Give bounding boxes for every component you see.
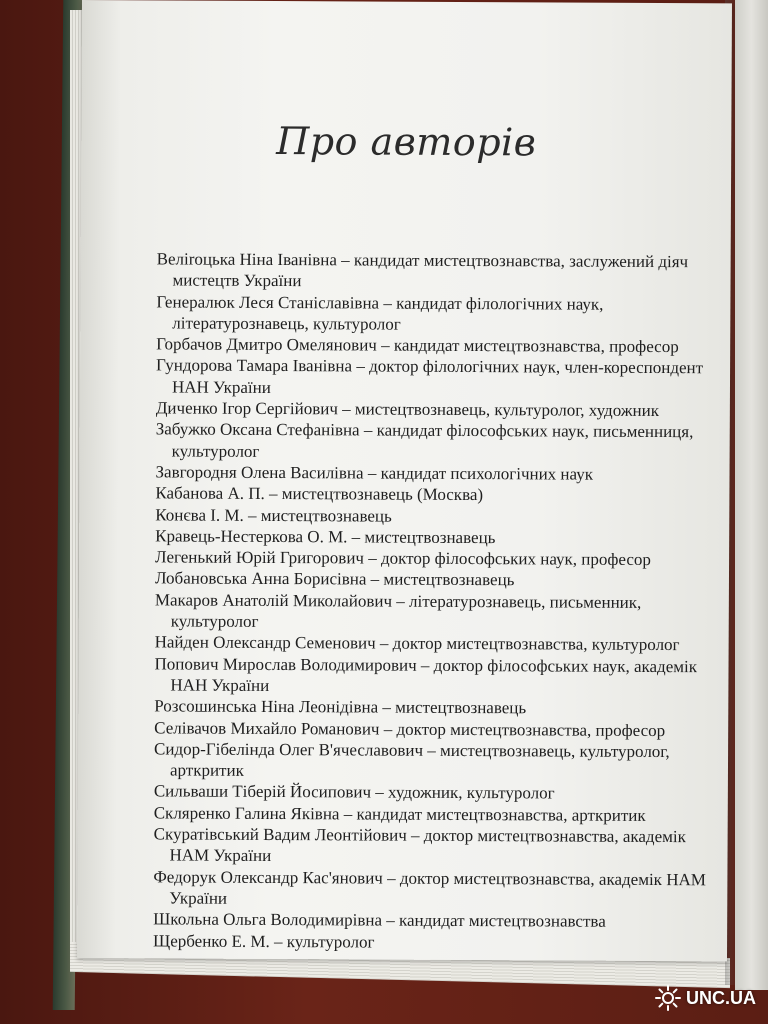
author-entry: Завгородня Олена Василівна – кандидат психологічних наук bbox=[155, 462, 594, 484]
author-entry: Конєва І. М. – мистецтвознавець bbox=[155, 504, 392, 526]
author-entry: Кабанова А. П. – мистецтвознавець (Москва) bbox=[155, 483, 484, 505]
author-entry: Школьна Ольга Володимирівна – кандидат мистецтвознавства bbox=[153, 909, 606, 931]
author-entry: Найден Олександр Семенович – доктор мистецтвознавства, культуролог bbox=[154, 632, 680, 655]
sun-logo-icon bbox=[654, 984, 682, 1012]
author-entry: Генералюк Леся Станіславівна – кандидат філологічних наук, літературознавець, культуролог bbox=[156, 291, 604, 334]
book-cover-right bbox=[735, 0, 768, 990]
author-entry: Скляренко Галина Яківна – кандидат мистецтвознавства, арткритик bbox=[153, 803, 646, 825]
author-entry: Розсошинська Ніна Леонідівна – мистецтвознавець bbox=[154, 696, 527, 718]
author-entry: Легенький Юрій Григорович – доктор філософських наук, професор bbox=[155, 547, 651, 570]
authors-list bbox=[153, 248, 717, 954]
author-entry: Попович Мирослав Володимирович – доктор філософських наук, академік НАН України bbox=[154, 654, 698, 695]
author-entry: Скуратівський Вадим Леонтійович – доктор мистецтвознавства, академік НАМ України bbox=[153, 824, 686, 866]
author-entry: Горбачов Дмитро Омелянович – кандидат мистецтвознавства, професор bbox=[156, 334, 679, 357]
author-entry: Диченко Ігор Сергійович – мистецтвознавець, культуролог, художник bbox=[155, 398, 660, 421]
page-title: Про авторів bbox=[276, 119, 537, 165]
author-entry: Щербенко Е. М. – культуролог bbox=[153, 930, 375, 952]
author-entry: Забужко Оксана Стефанівна – кандидат філософських наук, письменниця, культуролог bbox=[155, 419, 694, 461]
book-page bbox=[77, 0, 732, 961]
author-entry: Кравець-Нестеркова О. М. – мистецтвознавець bbox=[155, 526, 496, 548]
watermark bbox=[654, 984, 756, 1012]
author-entry: Гундорова Тамара Іванівна – доктор філологічних наук, член-кореспондент НАН України bbox=[156, 355, 704, 397]
author-entry: Веліrоцька Ніна Іванівна – кандидат мистецтвознавства, заслужений діяч мистецтв України bbox=[156, 249, 689, 291]
author-entry: Федорук Олександр Кас'янович – доктор мистецтвознавства, академік НАМ України bbox=[153, 866, 706, 908]
watermark-text: UNC.UA bbox=[686, 987, 756, 1008]
author-entry: Лобановська Анна Борисівна – мистецтвознавець bbox=[154, 568, 515, 590]
author-entry: Сильваши Тіберій Йосипович – художник, культуролог bbox=[153, 781, 555, 803]
author-entry: Сидор-Гібелінда Олег В'ячеславович – мистецтвознавець, культуролог, арткритик bbox=[154, 739, 670, 780]
author-entry: Макаров Анатолій Миколайович – літературознавець, письменник, культуролог bbox=[154, 590, 642, 631]
author-entry: Селівачов Михайло Романович – доктор мистецтвознавства, професор bbox=[154, 717, 666, 740]
